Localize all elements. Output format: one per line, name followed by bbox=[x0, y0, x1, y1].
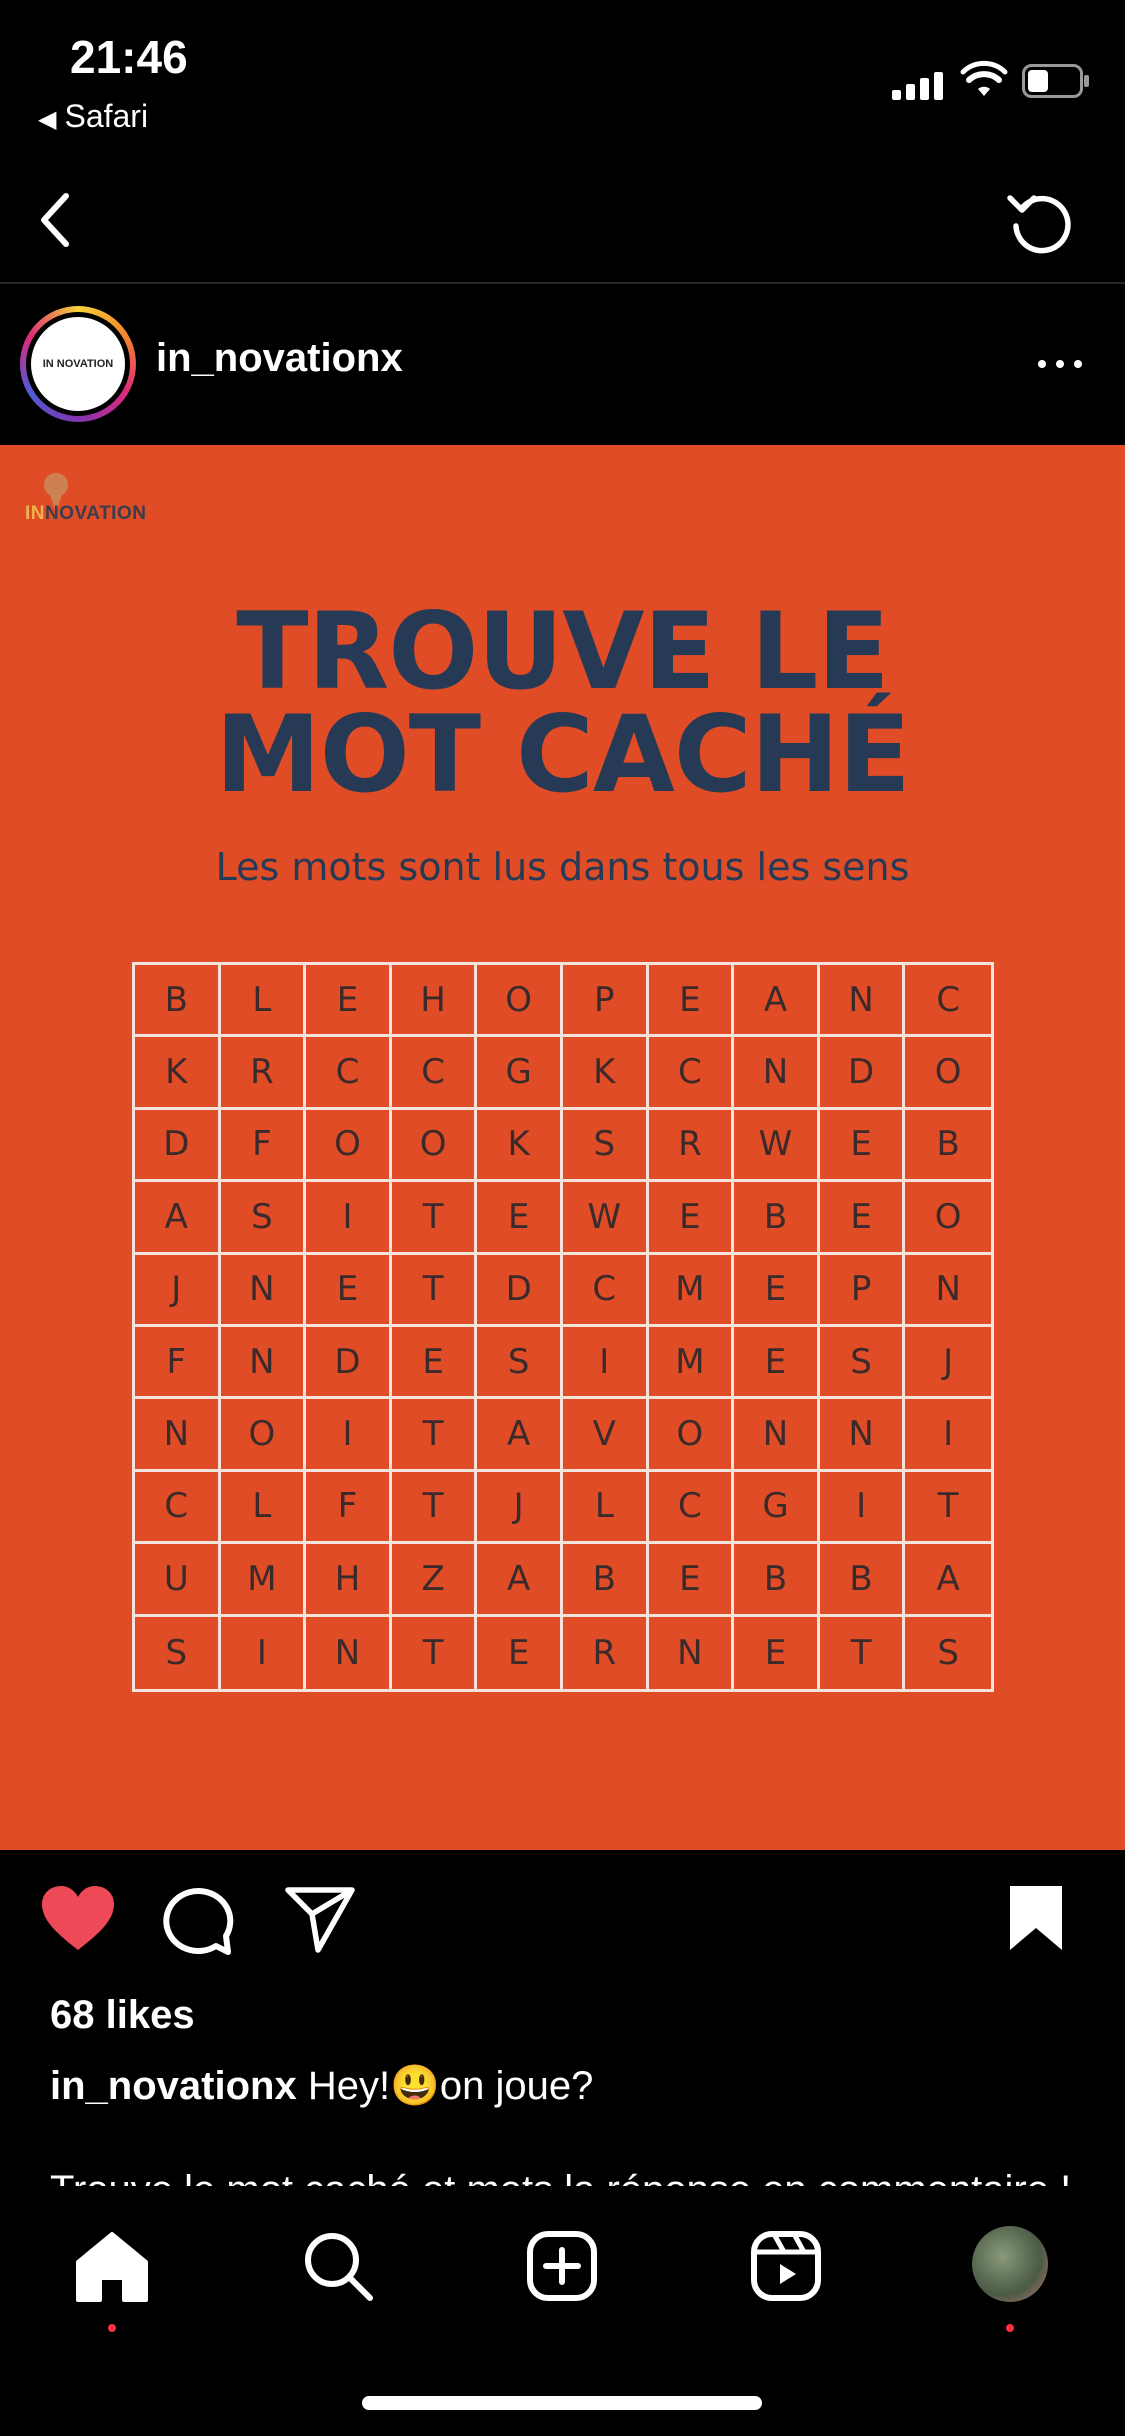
plus-square-icon[interactable] bbox=[522, 2226, 602, 2306]
grid-cell: D bbox=[477, 1255, 563, 1327]
profile-notification-dot bbox=[1006, 2324, 1014, 2332]
grid-cell: A bbox=[477, 1399, 563, 1471]
browser-nav-bar bbox=[0, 160, 1125, 280]
grid-cell: S bbox=[221, 1182, 307, 1254]
grid-cell: M bbox=[221, 1544, 307, 1616]
likes-count[interactable]: 68 likes bbox=[50, 1993, 195, 2037]
grid-cell: O bbox=[905, 1182, 991, 1254]
grid-cell: E bbox=[734, 1327, 820, 1399]
grid-cell: I bbox=[905, 1399, 991, 1471]
home-indicator bbox=[362, 2396, 762, 2410]
grid-cell: N bbox=[820, 965, 906, 1037]
home-icon[interactable] bbox=[72, 2226, 152, 2306]
grid-cell: O bbox=[905, 1037, 991, 1109]
grid-cell: C bbox=[306, 1037, 392, 1109]
grid-cell: S bbox=[820, 1327, 906, 1399]
grid-cell: K bbox=[135, 1037, 221, 1109]
grid-cell: V bbox=[563, 1399, 649, 1471]
grid-cell: E bbox=[306, 1255, 392, 1327]
home-notification-dot bbox=[108, 2324, 116, 2332]
grid-cell: L bbox=[221, 1472, 307, 1544]
grid-cell: F bbox=[221, 1110, 307, 1182]
post-subtitle: Les mots sont lus dans tous les sens bbox=[215, 845, 910, 889]
avatar-logo-text: IN NOVATION bbox=[42, 358, 114, 370]
grid-cell: S bbox=[477, 1327, 563, 1399]
back-chevron-icon[interactable] bbox=[20, 180, 100, 260]
grid-cell: F bbox=[306, 1472, 392, 1544]
grid-cell: S bbox=[563, 1110, 649, 1182]
grid-cell: P bbox=[820, 1255, 906, 1327]
grid-cell: C bbox=[649, 1472, 735, 1544]
caption-text: Hey! bbox=[307, 2064, 391, 2108]
grid-cell: M bbox=[649, 1255, 735, 1327]
profile-avatar[interactable] bbox=[972, 2226, 1048, 2302]
grid-cell: T bbox=[392, 1182, 478, 1254]
emoji-smiley-icon: 😃 bbox=[390, 2064, 440, 2108]
grid-cell: B bbox=[563, 1544, 649, 1616]
cellular-signal-icon bbox=[892, 72, 946, 100]
grid-cell: O bbox=[649, 1399, 735, 1471]
account-avatar bbox=[31, 317, 125, 411]
grid-cell: C bbox=[392, 1037, 478, 1109]
title-line-2: MOT CACHÉ bbox=[215, 693, 910, 816]
grid-cell: U bbox=[135, 1544, 221, 1616]
more-options-icon[interactable] bbox=[1030, 344, 1090, 384]
grid-cell: L bbox=[221, 965, 307, 1037]
grid-cell: N bbox=[734, 1037, 820, 1109]
paper-plane-icon[interactable] bbox=[284, 1884, 356, 1954]
grid-cell: A bbox=[477, 1544, 563, 1616]
grid-cell: N bbox=[905, 1255, 991, 1327]
grid-cell: C bbox=[905, 965, 991, 1037]
back-app-label: Safari bbox=[64, 98, 149, 134]
grid-cell: T bbox=[392, 1472, 478, 1544]
grid-cell: M bbox=[649, 1327, 735, 1399]
grid-cell: T bbox=[820, 1617, 906, 1689]
grid-cell: D bbox=[820, 1037, 906, 1109]
caption-username[interactable]: in_novationx bbox=[50, 2064, 297, 2108]
grid-cell: H bbox=[392, 965, 478, 1037]
grid-cell: I bbox=[563, 1327, 649, 1399]
word-search-grid bbox=[132, 962, 994, 1692]
grid-cell: A bbox=[135, 1182, 221, 1254]
grid-cell: B bbox=[820, 1544, 906, 1616]
grid-cell: T bbox=[392, 1399, 478, 1471]
grid-cell: J bbox=[905, 1327, 991, 1399]
caption-text-2: on joue? bbox=[439, 2064, 594, 2108]
grid-cell: H bbox=[306, 1544, 392, 1616]
grid-cell: E bbox=[820, 1110, 906, 1182]
wifi-icon bbox=[960, 62, 1008, 98]
back-to-safari-link[interactable] bbox=[38, 98, 148, 135]
reels-icon[interactable] bbox=[746, 2226, 826, 2306]
grid-cell: N bbox=[649, 1617, 735, 1689]
grid-cell: B bbox=[905, 1110, 991, 1182]
grid-cell: C bbox=[563, 1255, 649, 1327]
clock-time: 21:46 bbox=[70, 31, 188, 83]
grid-cell: E bbox=[306, 965, 392, 1037]
heart-filled-icon[interactable] bbox=[40, 1884, 116, 1954]
grid-cell: W bbox=[734, 1110, 820, 1182]
story-ring[interactable] bbox=[20, 306, 136, 422]
grid-cell: G bbox=[477, 1037, 563, 1109]
grid-cell: N bbox=[135, 1399, 221, 1471]
grid-cell: E bbox=[477, 1617, 563, 1689]
grid-cell: D bbox=[306, 1327, 392, 1399]
grid-cell: T bbox=[392, 1617, 478, 1689]
grid-cell: I bbox=[221, 1617, 307, 1689]
grid-cell: A bbox=[905, 1544, 991, 1616]
grid-cell: K bbox=[563, 1037, 649, 1109]
grid-cell: B bbox=[734, 1182, 820, 1254]
grid-cell: B bbox=[734, 1544, 820, 1616]
grid-cell: E bbox=[477, 1182, 563, 1254]
grid-cell: R bbox=[649, 1110, 735, 1182]
grid-cell: Z bbox=[392, 1544, 478, 1616]
grid-cell: E bbox=[649, 965, 735, 1037]
bookmark-filled-icon[interactable] bbox=[1006, 1884, 1066, 1954]
grid-cell: O bbox=[392, 1110, 478, 1182]
post-caption bbox=[50, 2062, 593, 2109]
post-title bbox=[0, 590, 1125, 816]
grid-cell: L bbox=[563, 1472, 649, 1544]
status-bar bbox=[0, 0, 1125, 150]
grid-cell: F bbox=[135, 1327, 221, 1399]
brand-name: INNOVATION bbox=[25, 503, 147, 524]
grid-cell: C bbox=[135, 1472, 221, 1544]
grid-cell: N bbox=[306, 1617, 392, 1689]
grid-cell: R bbox=[221, 1037, 307, 1109]
grid-cell: E bbox=[734, 1617, 820, 1689]
grid-cell: K bbox=[477, 1110, 563, 1182]
search-icon[interactable] bbox=[298, 2226, 378, 2306]
grid-cell: G bbox=[734, 1472, 820, 1544]
grid-cell: J bbox=[477, 1472, 563, 1544]
grid-cell: I bbox=[306, 1182, 392, 1254]
grid-cell: N bbox=[820, 1399, 906, 1471]
grid-cell: R bbox=[563, 1617, 649, 1689]
grid-cell: E bbox=[820, 1182, 906, 1254]
post-image[interactable] bbox=[0, 445, 1125, 1850]
grid-cell: P bbox=[563, 965, 649, 1037]
grid-cell: T bbox=[392, 1255, 478, 1327]
post-username[interactable]: in_novationx bbox=[156, 336, 403, 380]
grid-cell: J bbox=[135, 1255, 221, 1327]
grid-cell: O bbox=[306, 1110, 392, 1182]
grid-cell: O bbox=[477, 965, 563, 1037]
post-actions bbox=[0, 1850, 1125, 1990]
grid-cell: I bbox=[306, 1399, 392, 1471]
grid-cell: D bbox=[135, 1110, 221, 1182]
grid-cell: N bbox=[221, 1327, 307, 1399]
grid-cell: W bbox=[563, 1182, 649, 1254]
title-line-1: TROUVE LE bbox=[236, 590, 889, 713]
grid-cell: B bbox=[135, 965, 221, 1037]
grid-cell: T bbox=[905, 1472, 991, 1544]
comment-bubble-icon[interactable] bbox=[162, 1884, 234, 1956]
battery-icon bbox=[1022, 64, 1090, 98]
grid-cell: E bbox=[649, 1182, 735, 1254]
post-header bbox=[0, 284, 1125, 444]
grid-cell: O bbox=[221, 1399, 307, 1471]
grid-cell: E bbox=[649, 1544, 735, 1616]
grid-cell: N bbox=[734, 1399, 820, 1471]
grid-cell: A bbox=[734, 965, 820, 1037]
grid-cell: S bbox=[937, 1632, 959, 1673]
grid-cell: N bbox=[221, 1255, 307, 1327]
back-triangle-icon: ◀ bbox=[38, 106, 57, 133]
grid-cell: C bbox=[649, 1037, 735, 1109]
caption-next-line bbox=[50, 2168, 1071, 2186]
grid-cell: I bbox=[820, 1472, 906, 1544]
grid-cell: S bbox=[135, 1617, 221, 1689]
refresh-icon[interactable] bbox=[1000, 180, 1080, 260]
grid-cell: E bbox=[392, 1327, 478, 1399]
grid-cell: E bbox=[734, 1255, 820, 1327]
